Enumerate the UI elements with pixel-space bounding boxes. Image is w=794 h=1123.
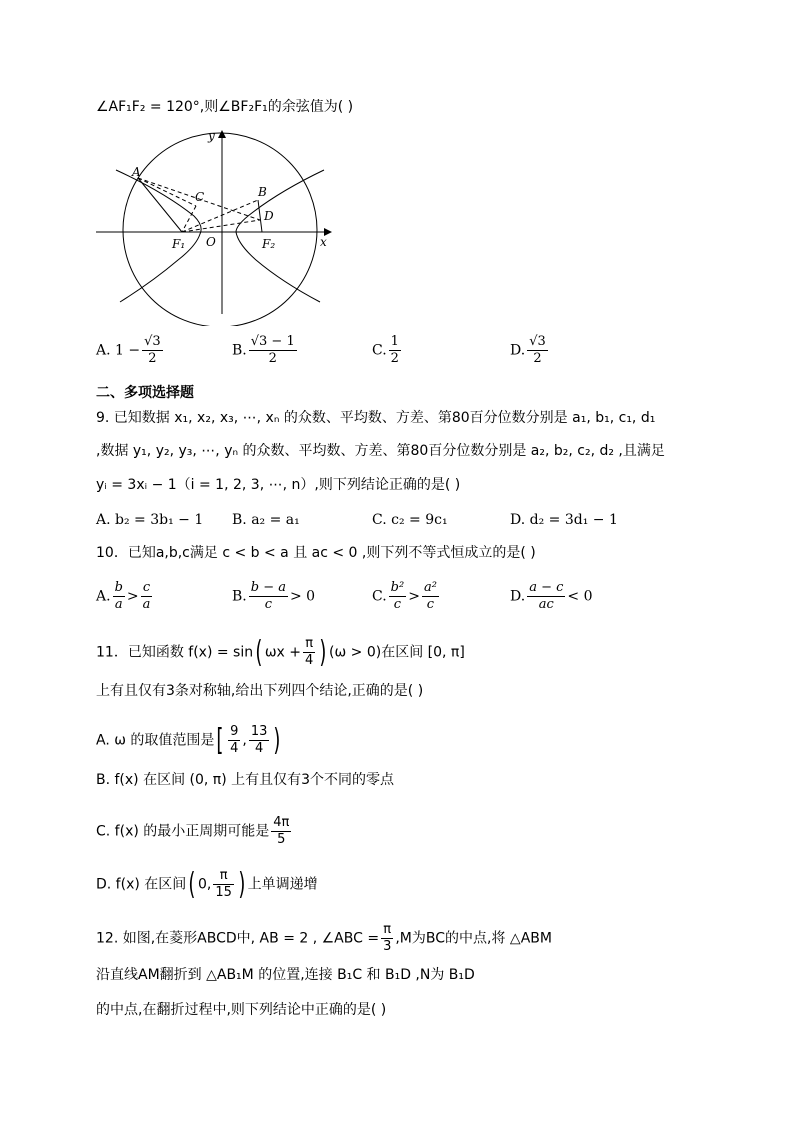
q10-option-a[interactable] xyxy=(96,580,154,613)
label-B: B xyxy=(258,185,267,199)
q12-line2: 沿直线AM翻折到 △AB₁M 的位置,连接 B₁C 和 B₁D ,N为 B₁D xyxy=(96,967,475,983)
q11-d-paren-left: ( xyxy=(188,866,196,902)
q8-option-c[interactable] xyxy=(372,334,403,367)
section-title: 二、多项选择题 xyxy=(96,385,194,401)
q11-stem-b: (ω > 0)在区间 [0, π] xyxy=(329,644,465,661)
q10-b-den: c xyxy=(264,597,272,612)
q8-stem: ∠AF₁F₂ = 120°,则∠BF₂F₁的余弦值为( ) xyxy=(96,99,354,115)
q10-a-label: A. xyxy=(96,588,111,605)
label-O: O xyxy=(206,235,216,249)
q10-c-num1: b² xyxy=(390,580,405,595)
q11-option-c[interactable] xyxy=(96,815,293,848)
q9-option-c[interactable]: C. c₂ = 9c₁ xyxy=(372,512,448,528)
label-A: A xyxy=(132,165,141,179)
label-D: D xyxy=(264,209,274,223)
q8-option-c-label: C. xyxy=(372,342,387,359)
q11-c-num: 4π xyxy=(273,815,290,830)
q12-line1-a: 12. 如图,在菱形ABCD中, AB = 2 , ∠ABC = xyxy=(96,930,380,947)
label-C: C xyxy=(195,190,205,204)
q10-stem: 10．已知a,b,c满足 c < b < a 且 ac < 0 ,则下列不等式恒成立的是( ) xyxy=(96,545,536,561)
q10-c-den1: c xyxy=(393,597,402,612)
label-x: x xyxy=(320,235,327,249)
q10-option-d[interactable] xyxy=(510,580,592,613)
q9-option-b[interactable]: B. a₂ = a₁ xyxy=(232,512,300,528)
q12-den: 3 xyxy=(383,939,392,954)
q11-line2: 上有且仅有3条对称轴,给出下列四个结论,正确的是( ) xyxy=(96,683,424,699)
q9-line1: 9. 已知数据 x₁, x₂, x₃, ⋯, xₙ 的众数、平均数、方差、第80百分位数分别是 a₁, b₁, c₁, d₁ xyxy=(96,410,656,426)
hyperbola-left-branch xyxy=(116,170,201,302)
q9-line2: ,数据 y₁, y₂, y₃, ⋯, yₙ 的众数、平均数、方差、第80百分位数分别是 a₂, b₂, c₂, d₂ ,且满足 xyxy=(96,443,665,459)
q8-a-num: √3 xyxy=(144,334,161,349)
q8-d-den: 2 xyxy=(533,351,542,366)
q11-d-num: π xyxy=(213,868,234,885)
q11-c-den: 5 xyxy=(277,832,286,847)
label-y: y xyxy=(208,129,215,143)
q12-line1 xyxy=(96,922,552,955)
q10-c-num2: a² xyxy=(423,580,437,595)
q8-option-b-label: B. xyxy=(232,342,247,359)
q8-c-den: 2 xyxy=(390,351,399,366)
q11-pi-num: π xyxy=(303,636,315,653)
q10-c-den2: c xyxy=(426,597,435,612)
q10-b-label: B. xyxy=(232,588,247,605)
q10-a-den2: a xyxy=(142,597,151,612)
hyperbola-right-branch xyxy=(236,170,324,302)
circle xyxy=(123,133,317,326)
segment-AC xyxy=(138,178,196,206)
q11-pi-den: 4 xyxy=(305,653,314,668)
q9-option-a[interactable]: A. b₂ = 3b₁ − 1 xyxy=(96,512,204,528)
q8-d-num: √3 xyxy=(529,334,546,349)
q11-paren-right: ) xyxy=(319,634,327,670)
q10-d-label: D. xyxy=(510,588,526,605)
q11-option-b[interactable]: B. f(x) 在区间 (0, π) 上有且仅有3个不同的零点 xyxy=(96,772,395,788)
q8-option-a[interactable] xyxy=(96,334,165,367)
q10-a-den1: a xyxy=(114,597,123,612)
q11-d-a: 0, xyxy=(198,876,212,893)
segment-CF1 xyxy=(182,206,196,232)
q11-a-pre: A. ω 的取值范围是 xyxy=(96,732,215,749)
q8-option-d[interactable] xyxy=(510,334,550,367)
q11-a-num1: 9 xyxy=(230,724,239,739)
q10-c-op: > xyxy=(408,588,420,605)
q8-option-d-label: D. xyxy=(510,342,526,359)
q12-line3: 的中点,在翻折过程中,则下列结论中正确的是( ) xyxy=(96,1002,387,1018)
q11-option-d[interactable] xyxy=(96,868,318,901)
q12-line1-b: ,M为BC的中点,将 △ABM xyxy=(395,930,552,947)
q11-d-post: 上单调递增 xyxy=(247,876,318,893)
q10-a-num1: b xyxy=(114,580,123,595)
q11-stem xyxy=(96,636,465,669)
segment-BF2 xyxy=(258,200,262,232)
q10-c-label: C. xyxy=(372,588,387,605)
q10-b-tail: > 0 xyxy=(289,588,316,605)
q11-stem-a: 11．已知函数 f(x) = sin xyxy=(96,644,254,661)
q10-d-den: ac xyxy=(538,597,554,612)
q10-d-num: a − c xyxy=(529,580,564,595)
q11-d-pre: D. f(x) 在区间 xyxy=(96,876,187,893)
q9-option-d[interactable]: D. d₂ = 3d₁ − 1 xyxy=(510,512,618,528)
segment-F1D xyxy=(182,220,260,232)
q9-line3: yᵢ = 3xᵢ − 1（i = 1, 2, 3, ⋯, n）,则下列结论正确的是( ) xyxy=(96,477,461,493)
q11-a-num2: 13 xyxy=(250,724,268,739)
q12-num: π xyxy=(381,922,393,939)
q8-option-a-label: A. 1 − xyxy=(96,342,141,359)
q11-d-den: 15 xyxy=(215,885,232,900)
q11-d-paren-right: ) xyxy=(238,866,246,902)
q8-b-den: 2 xyxy=(268,351,277,366)
y-axis-arrow xyxy=(218,130,226,138)
q8-b-num: √3 − 1 xyxy=(250,334,295,349)
q10-a-op: > xyxy=(126,588,139,605)
q11-stem-in: ωx + xyxy=(264,644,302,661)
q11-c-pre: C. f(x) 的最小正周期可能是 xyxy=(96,823,270,840)
q11-a-den2: 4 xyxy=(254,741,264,756)
q11-paren-left: ( xyxy=(255,634,263,670)
q10-option-b[interactable] xyxy=(232,580,315,613)
q11-a-den1: 4 xyxy=(230,741,239,756)
label-F2: F₂ xyxy=(262,237,276,251)
q8-a-den: 2 xyxy=(148,351,157,366)
label-F1: F₁ xyxy=(172,237,186,251)
q10-b-num: b − a xyxy=(250,580,286,595)
q11-a-bracket-left: [ xyxy=(216,722,224,758)
q8-figure-hyperbola-circle xyxy=(92,126,332,326)
q11-a-paren-right: ) xyxy=(273,722,281,758)
q10-a-num2: c xyxy=(141,580,153,597)
q10-option-c[interactable] xyxy=(372,580,441,613)
q10-d-tail: < 0 xyxy=(567,588,593,605)
q11-option-a[interactable]: A. ω 的取值范围是[ $\frac{9}{4}$ , $\frac{13}{4}$ ) xyxy=(96,722,281,758)
q8-c-num: 1 xyxy=(390,334,399,349)
q8-option-b[interactable] xyxy=(232,334,299,367)
